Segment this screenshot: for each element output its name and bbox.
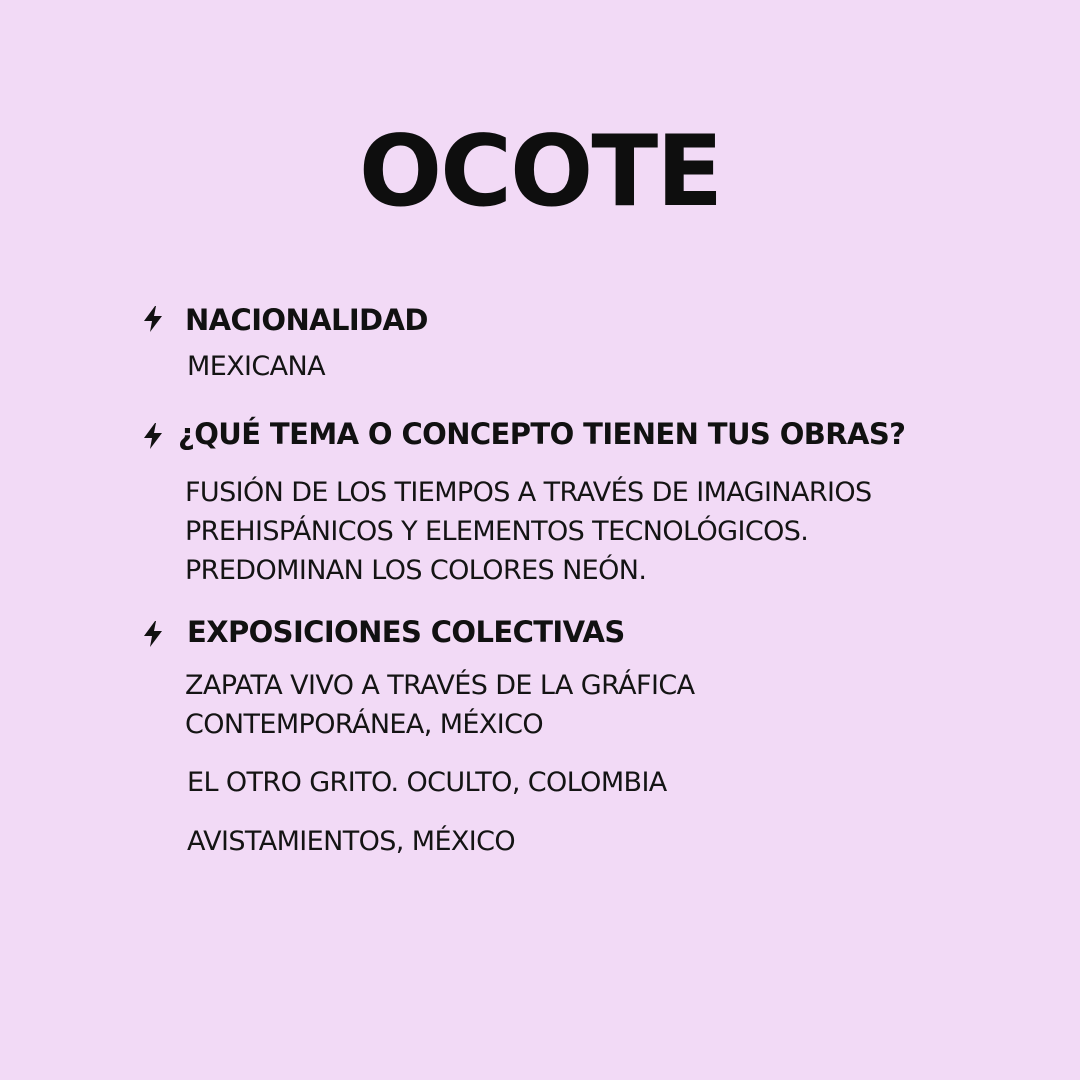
section-text-nacionalidad: MEXICANA <box>187 351 326 382</box>
section-heading-exposiciones: EXPOSICIONES COLECTIVAS <box>187 615 625 649</box>
section-text-tema-line: PREDOMINAN LOS COLORES NEÓN. <box>185 555 647 586</box>
lightning-bolt-icon <box>142 422 164 450</box>
section-heading-tema: ¿QUÉ TEMA O CONCEPTO TIENEN TUS OBRAS? <box>178 417 906 451</box>
lightning-bolt-icon <box>142 620 164 648</box>
exhibition-item: CONTEMPORÁNEA, MÉXICO <box>185 709 544 740</box>
section-text-tema-line: FUSIÓN DE LOS TIEMPOS A TRAVÉS DE IMAGINARIOS <box>185 477 872 508</box>
section-text-tema-line: PREHISPÁNICOS Y ELEMENTOS TECNOLÓGICOS. <box>185 516 809 547</box>
lightning-bolt-icon <box>142 305 164 333</box>
exhibition-item: EL OTRO GRITO. OCULTO, COLOMBIA <box>187 767 667 798</box>
exhibition-item: ZAPATA VIVO A TRAVÉS DE LA GRÁFICA <box>185 670 695 701</box>
exhibition-item: AVISTAMIENTOS, MÉXICO <box>187 826 516 857</box>
section-heading-nacionalidad: NACIONALIDAD <box>185 303 428 337</box>
page-title: OCOTE <box>358 115 722 229</box>
